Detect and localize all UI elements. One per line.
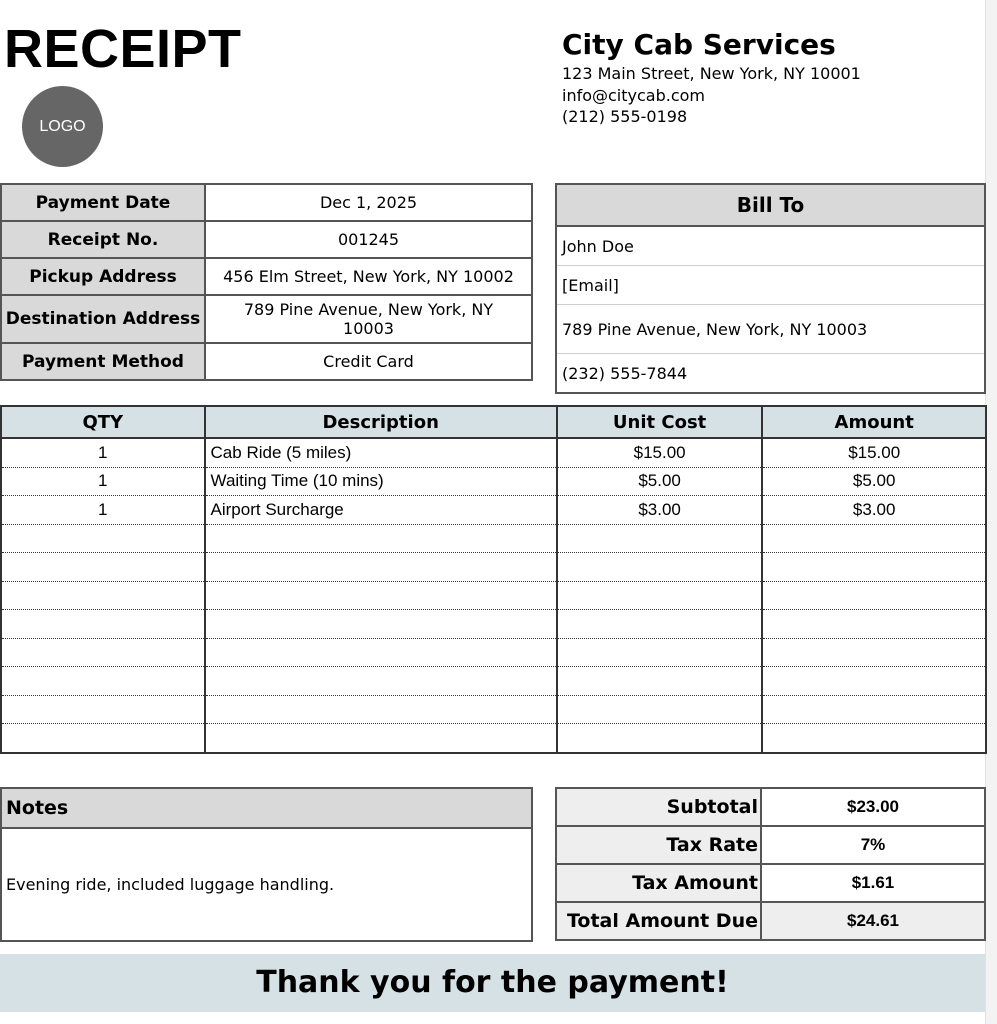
bill-to-email: [Email] (556, 266, 985, 305)
column-header-unit-cost: Unit Cost (557, 406, 763, 438)
empty-row (1, 724, 986, 753)
info-label: Payment Date (1, 184, 205, 221)
receipt-title: RECEIPT (4, 19, 242, 79)
empty-row (1, 610, 986, 639)
totals-row-tax-rate (556, 826, 985, 864)
info-label: Payment Method (1, 343, 205, 380)
logo-text: LOGO (39, 117, 86, 135)
table-row (1, 467, 986, 496)
item-unit-cost: $3.00 (557, 496, 763, 525)
line-items-table (0, 405, 987, 754)
info-row-pickup-address (1, 258, 532, 295)
empty-row (1, 667, 986, 696)
totals-value: $24.61 (761, 902, 985, 940)
totals-value: $23.00 (761, 788, 985, 826)
bill-to-phone: (232) 555-7844 (556, 354, 985, 394)
info-value: Credit Card (205, 343, 532, 380)
item-description: Cab Ride (5 miles) (205, 438, 557, 467)
item-amount: $15.00 (762, 438, 986, 467)
totals-table (555, 787, 986, 941)
column-header-description: Description (205, 406, 557, 438)
info-label: Destination Address (1, 295, 205, 343)
totals-value: $1.61 (761, 864, 985, 902)
item-qty: 1 (1, 438, 205, 467)
bill-to-heading: Bill To (556, 184, 985, 226)
totals-row-subtotal (556, 788, 985, 826)
column-header-qty: QTY (1, 406, 205, 438)
info-row-payment-date (1, 184, 532, 221)
totals-row-total-due (556, 902, 985, 940)
notes-heading: Notes (1, 788, 532, 828)
item-amount: $5.00 (762, 467, 986, 496)
totals-row-tax-amount (556, 864, 985, 902)
item-qty: 1 (1, 496, 205, 525)
totals-label: Total Amount Due (556, 902, 761, 940)
empty-row (1, 524, 986, 553)
item-description: Waiting Time (10 mins) (205, 467, 557, 496)
empty-row (1, 581, 986, 610)
info-value: 001245 (205, 221, 532, 258)
thank-you-banner: Thank you for the payment! (0, 954, 985, 1012)
totals-label: Subtotal (556, 788, 761, 826)
company-address: 123 Main Street, New York, NY 10001 (562, 64, 861, 83)
info-label: Pickup Address (1, 258, 205, 295)
empty-row (1, 638, 986, 667)
empty-row (1, 695, 986, 724)
line-items-header (1, 406, 986, 438)
totals-label: Tax Amount (556, 864, 761, 902)
bill-to-table (555, 183, 986, 394)
info-row-destination-address (1, 295, 532, 343)
logo-placeholder (22, 86, 103, 167)
info-label: Receipt No. (1, 221, 205, 258)
column-header-amount: Amount (762, 406, 986, 438)
totals-value: 7% (761, 826, 985, 864)
payment-info-table (0, 183, 533, 381)
bill-to-address: 789 Pine Avenue, New York, NY 10003 (556, 305, 985, 354)
info-value: 789 Pine Avenue, New York, NY 10003 (205, 295, 532, 343)
item-amount: $3.00 (762, 496, 986, 525)
notes-box (0, 787, 533, 942)
totals-label: Tax Rate (556, 826, 761, 864)
empty-row (1, 553, 986, 582)
company-email: info@citycab.com (562, 86, 706, 105)
info-row-receipt-no (1, 221, 532, 258)
item-qty: 1 (1, 467, 205, 496)
company-phone: (212) 555-0198 (562, 107, 688, 126)
info-value: Dec 1, 2025 (205, 184, 532, 221)
notes-text: Evening ride, included luggage handling. (1, 828, 532, 941)
item-description: Airport Surcharge (205, 496, 557, 525)
bill-to-name: John Doe (556, 226, 985, 266)
item-unit-cost: $5.00 (557, 467, 763, 496)
info-row-payment-method (1, 343, 532, 380)
item-unit-cost: $15.00 (557, 438, 763, 467)
table-row (1, 438, 986, 467)
company-name: City Cab Services (562, 28, 836, 61)
table-row (1, 496, 986, 525)
info-value: 456 Elm Street, New York, NY 10002 (205, 258, 532, 295)
